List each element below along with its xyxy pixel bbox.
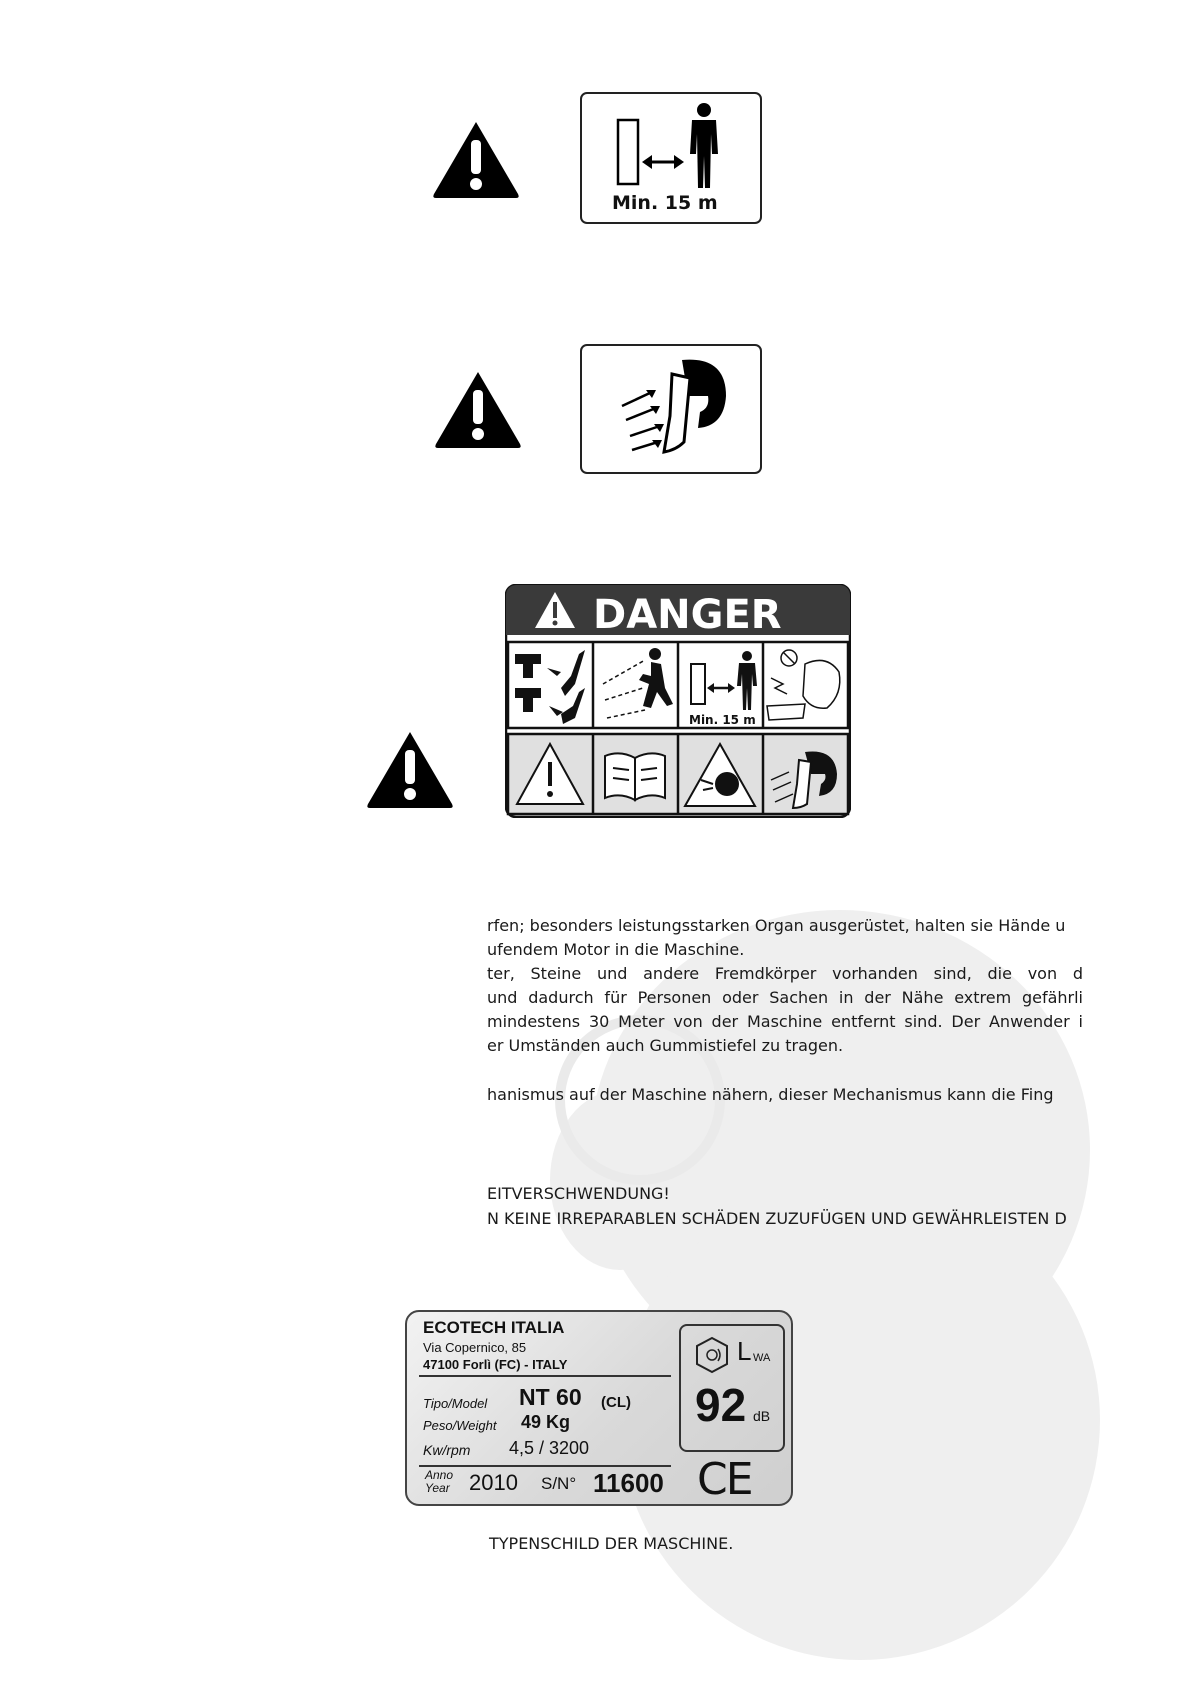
- noise-unit: dB: [753, 1408, 771, 1424]
- paragraph-line: hanismus auf der Maschine nähern, dieser Mechanismus kann die Fing: [487, 1085, 1054, 1104]
- plate-year-label-2: Year: [425, 1481, 450, 1495]
- danger-label: [505, 584, 851, 818]
- paragraph-line: er Umständen auch Gummistiefel zu tragen.: [487, 1036, 844, 1055]
- plate-power-label: Kw/rpm: [423, 1442, 471, 1458]
- danger-title: DANGER: [593, 592, 782, 638]
- machine-type-plate: [405, 1310, 793, 1506]
- plate-year-label-1: Anno: [425, 1468, 454, 1482]
- face-shield-pictogram: [580, 344, 762, 474]
- plate-divider: [419, 1375, 671, 1377]
- distance-label: Min. 15 m: [612, 192, 718, 214]
- noise-sub: WA: [753, 1352, 771, 1364]
- paragraph-line: rfen; besonders leistungsstarken Organ ausgerüstet, halten sie Hände u: [487, 916, 1066, 935]
- person-distance-icon: [612, 100, 732, 190]
- noise-value: 92: [695, 1379, 747, 1431]
- read-manual-icon: [605, 753, 665, 800]
- plate-serial-label: S/N°: [541, 1474, 577, 1493]
- plate-divider: [419, 1465, 671, 1467]
- plate-year-value: 2010: [469, 1470, 518, 1495]
- noise-symbol: L: [737, 1336, 752, 1366]
- paragraph-line: ter, Steine und andere Fremdkörper vorhanden sind, die von d: [487, 964, 1083, 983]
- face-shield-icon: [612, 356, 742, 466]
- plate-model-suffix: (CL): [601, 1394, 631, 1411]
- paragraph-line: mindestens 30 Meter von der Maschine entfernt sind. Der Anwender i: [487, 1012, 1083, 1031]
- paragraph-line: ufendem Motor in die Maschine.: [487, 940, 745, 959]
- plate-power-value: 4,5 / 3200: [509, 1438, 590, 1458]
- paragraph-line: EITVERSCHWENDUNG!: [487, 1184, 670, 1203]
- warning-triangle-icon: [432, 368, 524, 450]
- plate-weight-label: Peso/Weight: [423, 1418, 497, 1433]
- plate-model-label: Tipo/Model: [423, 1396, 488, 1411]
- paragraph-line: und dadurch für Personen oder Sachen in der Nähe extrem gefährli: [487, 988, 1083, 1007]
- safety-distance-pictogram: [580, 92, 762, 224]
- plate-caption: TYPENSCHILD DER MASCHINE.: [489, 1534, 734, 1553]
- plate-address: Via Copernico, 85: [423, 1340, 527, 1355]
- warning-triangle-icon: [364, 728, 456, 810]
- noise-level-box: [679, 1324, 785, 1452]
- plate-model-value: NT 60: [519, 1384, 582, 1410]
- noise-hexagon-icon: [693, 1336, 731, 1374]
- warning-triangle-icon: [430, 118, 522, 200]
- danger-distance-label: Min. 15 m: [689, 713, 756, 727]
- ce-mark: CE: [697, 1454, 752, 1505]
- plate-serial-value: 11600: [593, 1468, 664, 1498]
- plate-city: 47100 Forlì (FC) - ITALY: [423, 1357, 568, 1372]
- paragraph-line: N KEINE IRREPARABLEN SCHÄDEN ZUZUFÜGEN UND GEWÄHRLEISTEN D: [487, 1209, 1067, 1228]
- plate-weight-value: 49 Kg: [521, 1412, 571, 1432]
- plate-company: ECOTECH ITALIA: [423, 1318, 565, 1337]
